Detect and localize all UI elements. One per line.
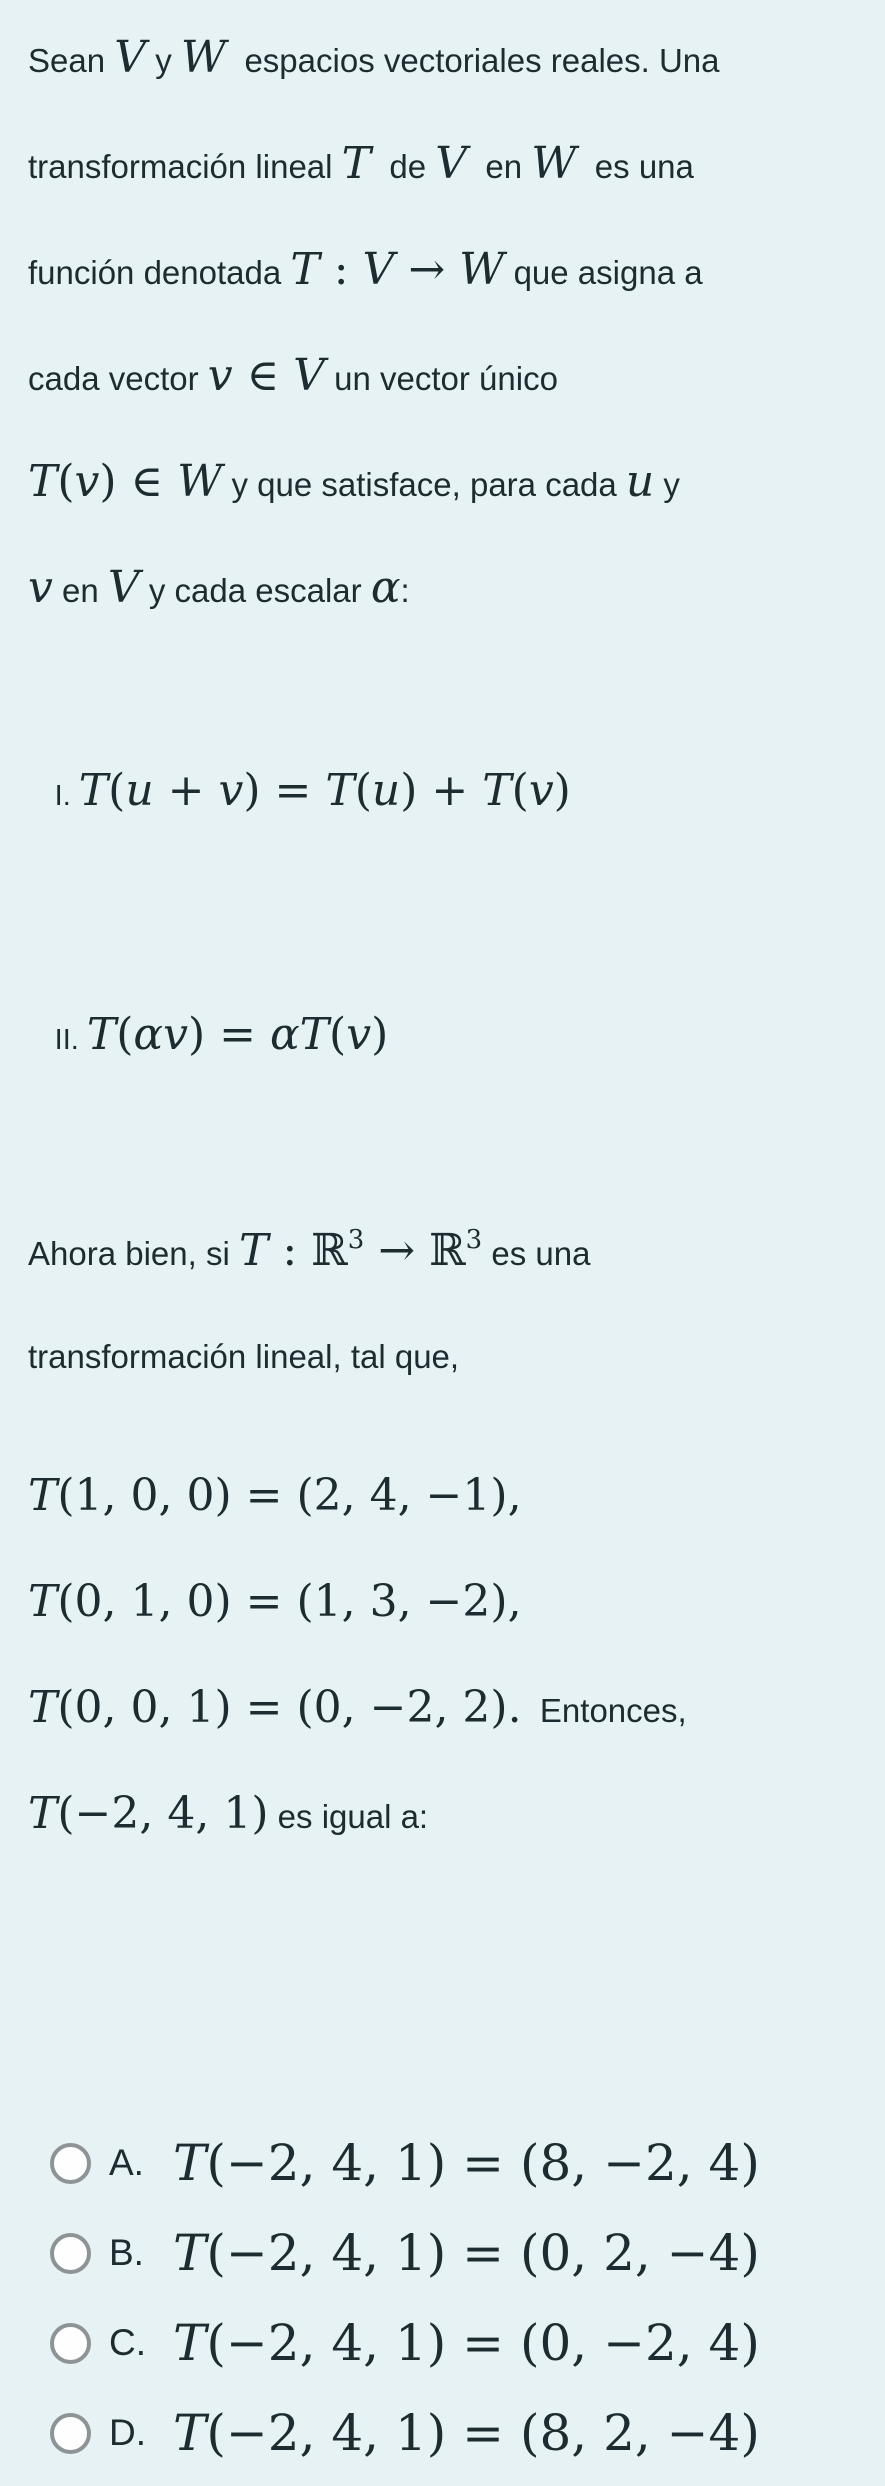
text-segment: Ahora bien, si	[28, 1235, 239, 1272]
text-segment: y cada escalar	[139, 572, 371, 609]
math-segment: αT	[269, 1009, 330, 1060]
option-b-radio-button[interactable]	[50, 2233, 91, 2274]
text-segment: cada vector	[28, 360, 208, 397]
statement-line	[28, 1678, 875, 1748]
math-segment: (0, 0, 1) = (0, −2, 2).	[57, 1682, 522, 1733]
property-ii-label: II.	[54, 1024, 79, 1056]
math-segment: u	[371, 765, 401, 816]
math-segment: (0, 1, 0) = (1, 3, −2),	[57, 1576, 522, 1627]
math-segment: ) ∈	[99, 456, 178, 507]
math-segment: v	[207, 350, 233, 401]
math-segment: T	[28, 1682, 58, 1733]
property-i	[28, 674, 875, 918]
text-segment: es una	[576, 148, 694, 185]
math-segment: T	[28, 456, 58, 507]
text-segment: que asigna a	[504, 254, 703, 291]
answer-options	[28, 2118, 875, 2478]
text-segment: y	[146, 42, 181, 79]
math-segment: W	[180, 32, 227, 83]
math-segment: T	[173, 2224, 207, 2282]
option-b-row[interactable]	[28, 2208, 875, 2298]
text-segment: un vector único	[324, 360, 558, 397]
math-segment: ∈	[232, 350, 294, 401]
math-segment: (	[329, 1009, 347, 1060]
math-segment: :	[319, 244, 363, 295]
math-segment: ) =	[187, 1009, 270, 1060]
math-segment: W	[459, 244, 505, 295]
option-c-row[interactable]	[28, 2298, 875, 2388]
math-segment: T	[173, 2404, 207, 2462]
text-segment: espacios vectoriales reales. Una	[226, 42, 720, 79]
math-segment: v	[74, 456, 100, 507]
math-segment: αv	[133, 1009, 188, 1060]
text-segment: función denotada	[28, 254, 291, 291]
math-segment: (−2, 4, 1)	[57, 1788, 269, 1839]
property-i-formula	[78, 765, 571, 816]
math-segment: T	[290, 244, 320, 295]
math-segment: → ℝ	[364, 1225, 466, 1276]
math-segment: v	[528, 765, 554, 816]
math-segment: T	[341, 138, 372, 189]
math-segment: v	[346, 1009, 372, 1060]
statement-line	[28, 452, 875, 522]
math-segment: (	[511, 765, 529, 816]
question-statement	[28, 0, 875, 664]
property-ii	[28, 918, 875, 1162]
question-continuation	[28, 1174, 875, 1430]
option-b-label: B.	[109, 2232, 144, 2273]
math-segment: W	[531, 138, 577, 189]
text-segment: de	[371, 148, 436, 185]
math-segment: (	[57, 456, 75, 507]
math-segment: V	[293, 350, 325, 401]
math-segment: (−2, 4, 1) = (8, 2, −4)	[206, 2404, 760, 2462]
math-segment: T	[86, 1009, 117, 1060]
math-segment: T	[78, 765, 109, 816]
math-segment: (	[108, 765, 126, 816]
math-segment: ) +	[400, 765, 483, 816]
text-segment: en	[52, 572, 108, 609]
math-segment: : ℝ	[268, 1225, 348, 1276]
math-segment: V	[435, 138, 468, 189]
text-segment: es una	[482, 1235, 591, 1272]
math-segment: (	[354, 765, 372, 816]
statement-line	[28, 134, 875, 204]
math-segment: u	[625, 456, 655, 507]
option-d-formula	[173, 2404, 760, 2462]
math-segment: T	[325, 765, 355, 816]
property-i-label: I.	[54, 780, 71, 812]
math-segment: (	[116, 1009, 134, 1060]
math-segment: 3	[465, 1225, 483, 1255]
text-segment: Entonces,	[521, 1692, 687, 1729]
text-segment: transformación lineal, tal que,	[28, 1338, 460, 1375]
math-segment: T	[28, 1788, 58, 1839]
math-segment: →	[394, 244, 460, 295]
property-ii-formula	[86, 1009, 389, 1060]
option-c-formula	[173, 2314, 760, 2372]
math-segment: (−2, 4, 1) = (8, −2, 4)	[206, 2134, 760, 2192]
math-segment: v	[218, 765, 244, 816]
math-segment: α	[370, 562, 401, 613]
statement-line	[28, 1466, 875, 1536]
math-segment: 3	[347, 1225, 365, 1255]
statement-line	[28, 558, 875, 628]
math-segment: W	[177, 456, 223, 507]
math-segment: )	[371, 1009, 389, 1060]
text-segment: en	[467, 148, 532, 185]
statement-line	[28, 1210, 875, 1291]
text-segment: y	[654, 466, 680, 503]
math-segment: u	[125, 765, 154, 816]
math-segment: V	[114, 32, 147, 83]
option-a-label: A.	[109, 2142, 144, 2183]
math-segment: T	[482, 765, 512, 816]
math-segment: V	[107, 562, 140, 613]
math-segment: v	[28, 562, 53, 613]
statement-line	[28, 28, 875, 98]
statement-line	[28, 240, 875, 310]
statement-line	[28, 1327, 875, 1394]
transformation-values	[28, 1430, 875, 1890]
math-segment: (−2, 4, 1) = (0, −2, 4)	[206, 2314, 760, 2372]
statement-line	[28, 1572, 875, 1642]
text-segment: :	[400, 572, 410, 609]
math-segment: +	[153, 765, 219, 816]
math-segment: T	[173, 2134, 207, 2192]
math-segment: T	[28, 1576, 58, 1627]
math-segment: V	[362, 244, 395, 295]
property-list	[28, 674, 875, 1162]
option-d-row[interactable]	[28, 2388, 875, 2478]
option-d-radio-button[interactable]	[50, 2413, 91, 2454]
math-segment: )	[553, 765, 571, 816]
option-d-label: D.	[109, 2412, 146, 2453]
option-a-formula	[173, 2134, 760, 2192]
text-segment: y que satisface, para cada	[222, 466, 626, 503]
statement-line	[28, 346, 875, 416]
math-segment: (1, 0, 0) = (2, 4, −1),	[57, 1470, 522, 1521]
math-segment: (−2, 4, 1) = (0, 2, −4)	[206, 2224, 760, 2282]
math-segment: T	[238, 1225, 269, 1276]
option-c-label: C.	[109, 2322, 146, 2363]
math-segment: ) =	[243, 765, 326, 816]
option-a-row[interactable]	[28, 2118, 875, 2208]
option-a-radio-button[interactable]	[50, 2143, 91, 2184]
math-segment: T	[28, 1470, 58, 1521]
option-c-radio-button[interactable]	[50, 2323, 91, 2364]
text-segment: Sean	[28, 42, 115, 79]
text-segment: es igual a:	[268, 1798, 429, 1835]
statement-line	[28, 1784, 875, 1854]
math-segment: T	[173, 2314, 207, 2372]
option-b-formula	[173, 2224, 760, 2282]
text-segment: transformación lineal	[28, 148, 342, 185]
